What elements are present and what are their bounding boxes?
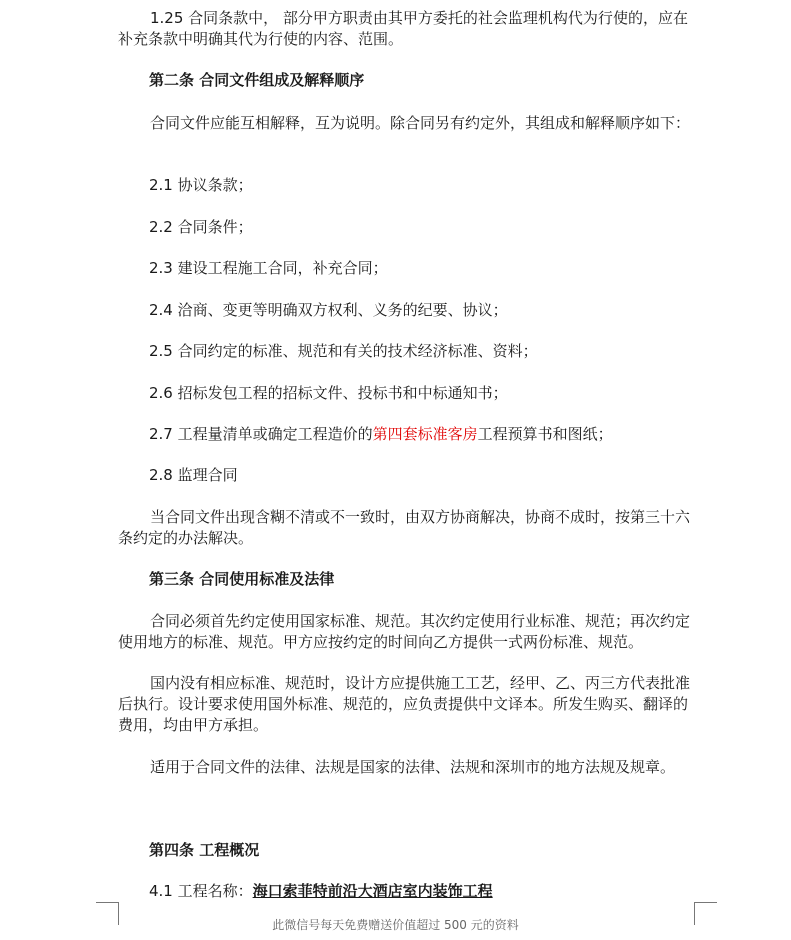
list-item-2-8 xyxy=(149,465,695,486)
standards-paragraph-1 xyxy=(118,611,695,653)
footer-watermark-text: 此微信号每天免费赠送价值超过 500 元的资料 xyxy=(272,918,519,932)
list-item-2-8-text: 2.8 监理合同 xyxy=(149,466,238,484)
clause-1-25 xyxy=(118,8,695,50)
list-item-2-1-text: 2.1 协议条款； xyxy=(149,176,253,194)
article-2-intro xyxy=(118,113,695,134)
list-item-2-2-text: 2.2 合同条件； xyxy=(149,218,253,236)
article-4-heading xyxy=(149,840,695,861)
list-item-2-7-text-b: 工程预算书和图纸； xyxy=(477,425,613,443)
list-item-2-5 xyxy=(149,341,695,362)
list-item-2-1 xyxy=(149,175,695,196)
conflict-paragraph xyxy=(118,507,695,549)
list-item-2-6-text: 2.6 招标发包工程的招标文件、投标书和中标通知书； xyxy=(149,384,508,402)
law-paragraph-text: 适用于合同文件的法律、法规是国家的法律、法规和深圳市的地方法规及规章。 xyxy=(150,758,676,776)
list-item-2-6 xyxy=(149,383,695,404)
article-2-intro-text: 合同文件应能互相解释，互为说明。除合同另有约定外，其组成和解释顺序如下： xyxy=(150,114,691,132)
highlighted-term: 第四套标准客房 xyxy=(372,425,478,443)
project-name-value: 海口索菲特前沿大酒店室内装饰工程 xyxy=(252,882,493,900)
list-item-2-7-text-a: 2.7 工程量清单或确定工程造价的 xyxy=(149,425,373,443)
article-3-heading xyxy=(149,569,695,590)
list-item-2-5-text: 2.5 合同约定的标准、规范和有关的技术经济标准、资料； xyxy=(149,342,538,360)
list-item-2-3-text: 2.3 建设工程施工合同，补充合同； xyxy=(149,259,388,277)
standards-paragraph-2 xyxy=(118,673,695,736)
list-item-2-4-text: 2.4 洽商、变更等明确双方权利、义务的纪要、协议； xyxy=(149,301,508,319)
list-item-2-3 xyxy=(149,258,695,279)
standards-paragraph-2-text: 国内没有相应标准、规范时，设计方应提供施工工艺，经甲、乙、丙三方代表批准后执行。设计要求使用国外标准、规范的，应负责提供中文译本。所发生购买、翻译的费用，均由甲方承担。 xyxy=(118,674,691,734)
article-2-heading xyxy=(149,70,695,91)
standards-paragraph-1-text: 合同必须首先约定使用国家标准、规范。其次约定使用行业标准、规范；再次约定使用地方的标准、规范。甲方应按约定的时间向乙方提供一式两份标准、规范。 xyxy=(118,612,691,651)
list-item-2-7 xyxy=(149,424,695,445)
list-item-2-4 xyxy=(149,300,695,321)
project-name-label: 4.1 工程名称： xyxy=(149,882,253,900)
article-3-heading-text: 第三条 合同使用标准及法律 xyxy=(149,570,335,588)
law-paragraph xyxy=(118,757,695,778)
article-2-heading-text: 第二条 合同文件组成及解释顺序 xyxy=(149,71,365,89)
article-4-heading-text: 第四条 工程概况 xyxy=(149,841,260,859)
clause-1-25-text: 1.25 合同条款中， 部分甲方职责由其甲方委托的社会监理机构代为行使的，应在补充条款中明确其代为行使的内容、范围。 xyxy=(118,9,688,48)
footer-watermark xyxy=(0,917,791,933)
project-name-line xyxy=(149,881,695,902)
conflict-paragraph-text: 当合同文件出现含糊不清或不一致时，由双方协商解决，协商不成时，按第三十六条约定的办法解决。 xyxy=(118,508,691,547)
list-item-2-2 xyxy=(149,217,695,238)
